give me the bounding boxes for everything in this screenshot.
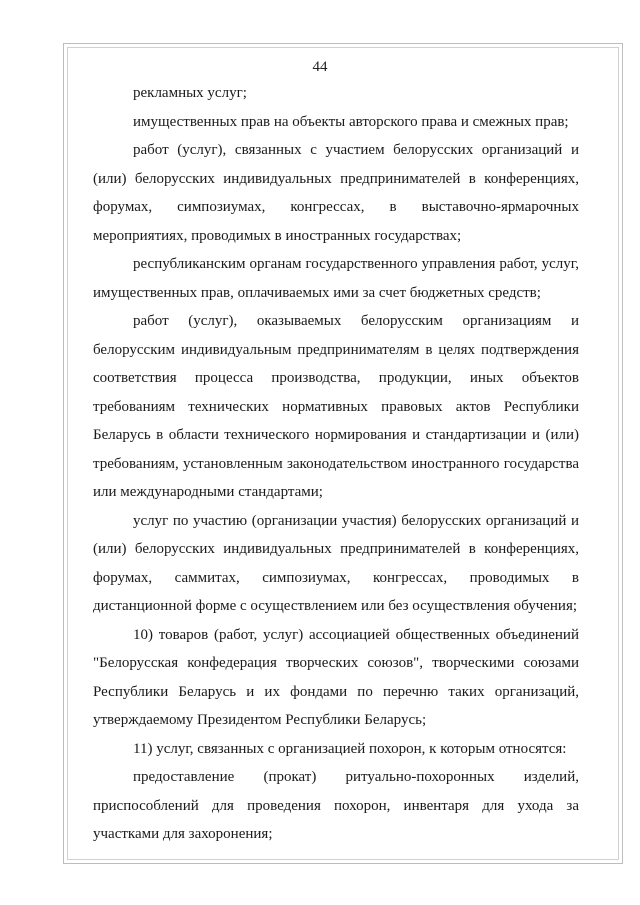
paragraph: республиканским органам государственного управления работ, услуг, имущественных прав, оплачиваемых ими за счет бюджетных средств; bbox=[93, 256, 579, 301]
paragraph: имущественных прав на объекты авторского права и смежных прав; bbox=[133, 113, 569, 130]
paragraph: работ (услуг), связанных с участием белорусских организаций и (или) белорусских индивидуальных предпринимателей в конференциях, форумах, симпозиумах, конгрессах, в выставочно-ярмарочных мероприятиях, проводимых в иностранных государствах; bbox=[93, 142, 579, 244]
paragraph: предоставление (прокат) ритуально-похоронных изделий, приспособлений для проведения похорон, инвентаря для ухода за участками для захоронения; bbox=[93, 769, 579, 842]
paragraph: рекламных услуг; bbox=[133, 85, 247, 101]
paragraph: услуг по участию (организации участия) белорусских организаций и (или) белорусских индивидуальных предпринимателей в конференциях, форумах, саммитах, симпозиумах, конгрессах, проводимых в дистанционной форме с осуществлением или без осуществления обучения; bbox=[93, 512, 579, 614]
paragraph: работ (услуг), оказываемых белорусским организациям и белорусским индивидуальным предпринимателям в целях подтверждения соответствия процесса производства, продукции, иных объектов требованиям технических нормативных правовых актов Республики Беларусь в области технического нормирования и стандартизации и (или) требованиям, установленным законодательством иностранного государства или международными стандартами; bbox=[93, 313, 579, 500]
paragraph: 11) услуг, связанных с организацией похорон, к которым относятся: bbox=[133, 740, 567, 757]
document-body bbox=[93, 79, 579, 849]
paragraph: 10) товаров (работ, услуг) ассоциацией общественных объединений "Белорусская конфедерация творческих союзов", творческими союзами Республики Беларусь и их фондами по перечню таких организаций, утверждаемому Президентом Республики Беларусь; bbox=[93, 626, 579, 728]
page-number: 44 bbox=[312, 59, 328, 75]
